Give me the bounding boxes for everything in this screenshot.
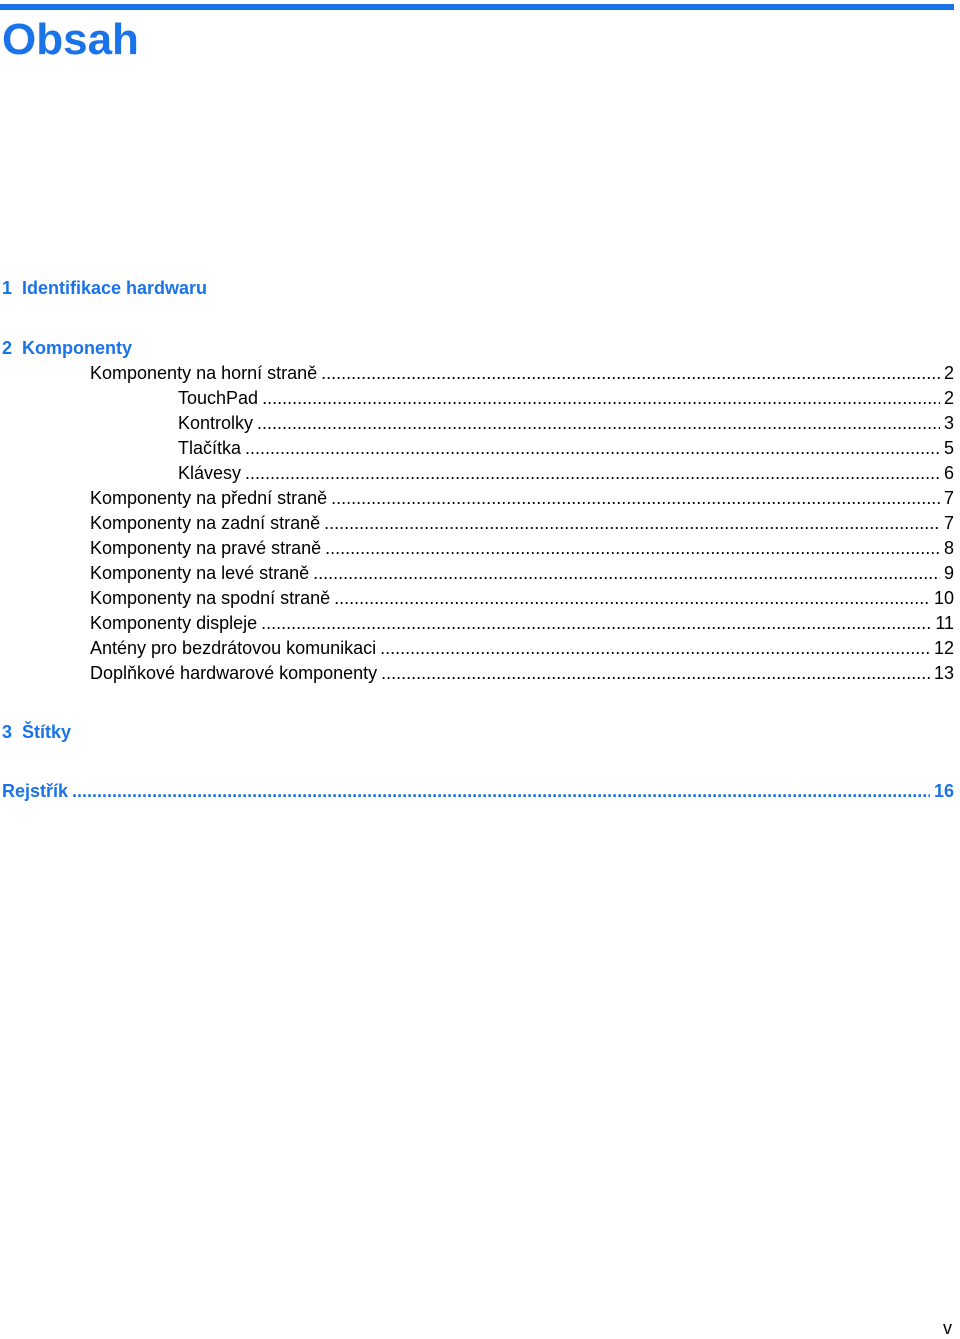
chapter-title: Komponenty [22,338,132,358]
dot-leader [245,461,940,486]
toc-entry-page: 12 [933,638,954,658]
dot-leader [313,561,940,586]
chapter-title: Identifikace hardwaru [22,278,208,298]
toc-entry-label: Tlačítka [178,438,242,458]
toc-entry-label: Antény pro bezdrátovou komunikaci [90,638,377,658]
page-number: v [943,1318,952,1338]
toc-entry-page: 6 [943,463,954,483]
chapter-2-link[interactable] [2,336,132,360]
toc-entry-label: Doplňkové hardwarové komponenty [90,663,378,683]
toc-entry[interactable] [0,436,954,461]
toc-entry-page: 7 [943,488,954,508]
chapter-number: 3 [2,722,13,742]
toc-entry[interactable] [0,486,954,511]
toc-entry[interactable] [0,361,954,386]
dot-leader [381,661,930,686]
toc-entry[interactable] [0,611,954,636]
chapter-number: 1 [2,278,13,298]
toc-entry-label: Komponenty displeje [90,613,258,633]
toc-entry-page: 5 [943,438,954,458]
chapter-3-link[interactable] [2,720,71,744]
toc-entry-label: Komponenty na pravé straně [90,538,322,558]
dot-leader [72,779,930,803]
toc-entry-label: Komponenty na přední straně [90,488,328,508]
toc-entry-page: 2 [943,388,954,408]
header-rule [0,4,954,10]
toc-entry-label: TouchPad [178,388,259,408]
toc-entry-page: 8 [943,538,954,558]
index-label: Rejstřík [2,781,69,801]
toc-entry-label: Komponenty na horní straně [90,363,318,383]
dot-leader [334,586,930,611]
toc-entry-label: Komponenty na zadní straně [90,513,321,533]
toc-entry[interactable] [0,586,954,611]
chapter-title: Štítky [22,722,72,742]
toc-entry[interactable] [0,561,954,586]
dot-leader [324,511,940,536]
toc-entry-page: 10 [933,588,954,608]
toc-entry[interactable] [0,386,954,411]
toc-entry-page: 9 [943,563,954,583]
toc-entry[interactable] [0,661,954,686]
toc-entry-page: 2 [943,363,954,383]
toc-entry[interactable] [0,461,954,486]
dot-leader [380,636,930,661]
dot-leader [262,386,940,411]
index-link[interactable] [2,779,954,803]
toc-entry[interactable] [0,411,954,436]
toc-entry-label: Komponenty na levé straně [90,563,310,583]
toc-entry-label: Komponenty na spodní straně [90,588,331,608]
toc-entry[interactable] [0,511,954,536]
toc-entry[interactable] [0,536,954,561]
toc-list [0,361,954,686]
chapter-number: 2 [2,338,13,358]
toc-entry-page: 3 [943,413,954,433]
dot-leader [321,361,940,386]
toc-entry-page: 11 [935,613,954,633]
dot-leader [331,486,940,511]
dot-leader [245,436,940,461]
toc-entry[interactable] [0,636,954,661]
index-page: 16 [933,781,954,801]
dot-leader [325,536,940,561]
chapter-1-link[interactable] [2,276,207,300]
toc-entry-label: Klávesy [178,463,242,483]
toc-entry-page: 13 [933,663,954,683]
toc-entry-page: 7 [943,513,954,533]
dot-leader [257,411,940,436]
toc-entry-label: Kontrolky [178,413,254,433]
dot-leader [261,611,931,636]
page-title: Obsah [2,15,139,64]
